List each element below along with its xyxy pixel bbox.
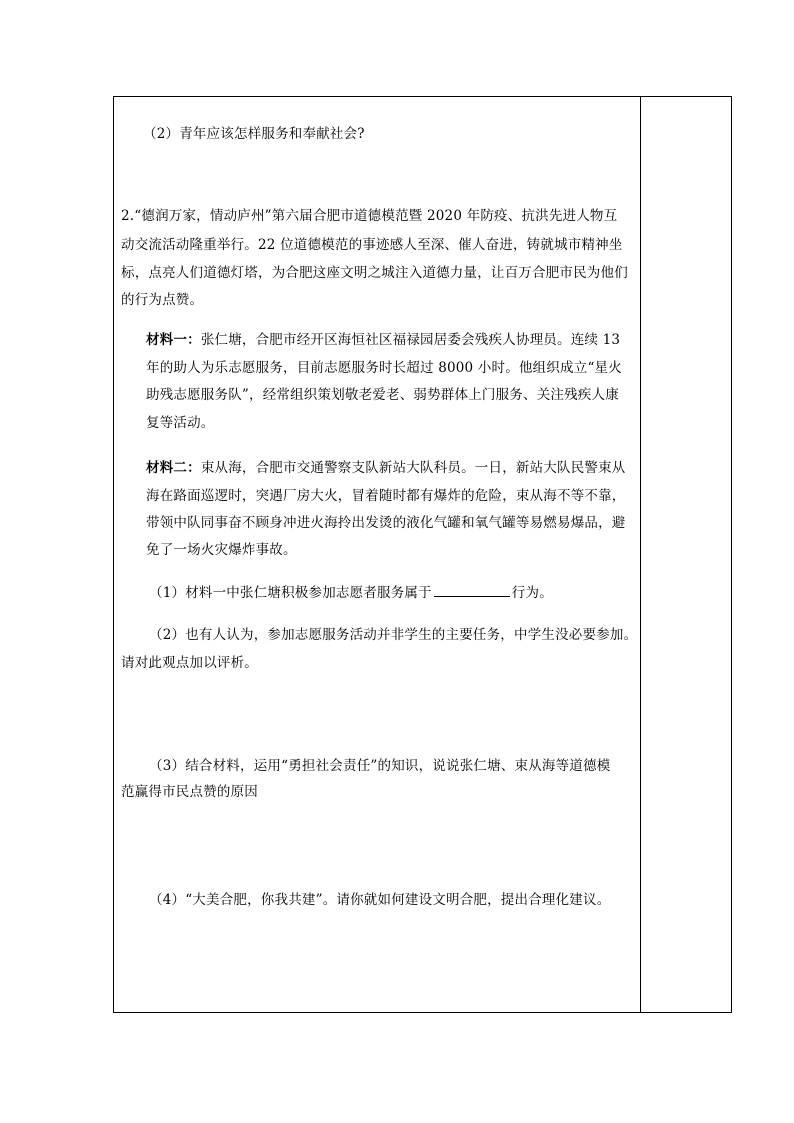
q2-intro-line-4: 的行为点赞。 — [121, 292, 204, 308]
answer-blank[interactable] — [434, 582, 510, 597]
q2-part1 — [149, 582, 553, 603]
material2-line-1 — [146, 458, 626, 478]
material1-line-1 — [146, 330, 620, 350]
q2-intro-line-2: 动交流活动隆重举行。22 位道德模范的事迹感人至深、催人奋进，铸就城市精神坐 — [121, 237, 623, 253]
q2-part3-line-1: （3）结合材料，运用“勇担社会责任”的知识，说说张仁塘、束从海等道德模 — [149, 758, 611, 774]
column-divider — [640, 96, 641, 1013]
q2-intro-line-1: 2.“德润万家，情动庐州”第六届合肥市道德模范暨 2020 年防疫、抗洪先进人物互 — [121, 208, 618, 224]
material2-text-1: 束从海，合肥市交通警察支队新站大队科员。一日，新站大队民警束从 — [200, 460, 626, 476]
material1-line-3: 助残志愿服务队”，经常组织策划敬老爱老、弱势群体上门服务、关注残疾人康 — [146, 387, 619, 403]
q2-part2-line-2: 请对此观点加以评析。 — [121, 655, 258, 671]
q2-part4: （4）“大美合肥，你我共建”。请你就如何建设文明合肥，提出合理化建议。 — [149, 892, 611, 908]
material1-text-1: 张仁塘，合肥市经开区海恒社区福禄园居委会残疾人协理员。连续 13 — [200, 332, 621, 348]
material2-line-2: 海在路面巡逻时，突遇厂房大火，冒着随时都有爆炸的危险，束从海不等不靠， — [146, 488, 626, 504]
q1-part2: （2）青年应该怎样服务和奉献社会? — [143, 126, 365, 142]
material1-line-2: 年的助人为乐志愿服务，目前志愿服务时长超过 8000 小时。他组织成立“星火 — [146, 360, 622, 376]
material1-line-4: 复等活动。 — [146, 415, 215, 431]
q2-part1-after: 行为。 — [511, 585, 553, 601]
q2-part3-line-2: 范赢得市民点赞的原因 — [121, 784, 258, 800]
material2-line-4: 免了一场火灾爆炸事故。 — [146, 542, 297, 558]
q2-part1-before: （1）材料一中张仁塘积极参加志愿者服务属于 — [149, 585, 432, 601]
q2-intro-line-3: 标，点亮人们道德灯塔，为合肥这座文明之城注入道德力量，让百万合肥市民为他们 — [121, 265, 628, 281]
q2-part2-line-1: （2）也有人认为，参加志愿服务活动并非学生的主要任务，中学生没必要参加。 — [149, 627, 638, 643]
material2-label: 材料二： — [146, 460, 201, 476]
material1-label: 材料一： — [146, 332, 201, 348]
material2-line-3: 带领中队同事奋不顾身冲进火海拎出发烫的液化气罐和氧气罐等易燃易爆品，避 — [146, 515, 626, 531]
